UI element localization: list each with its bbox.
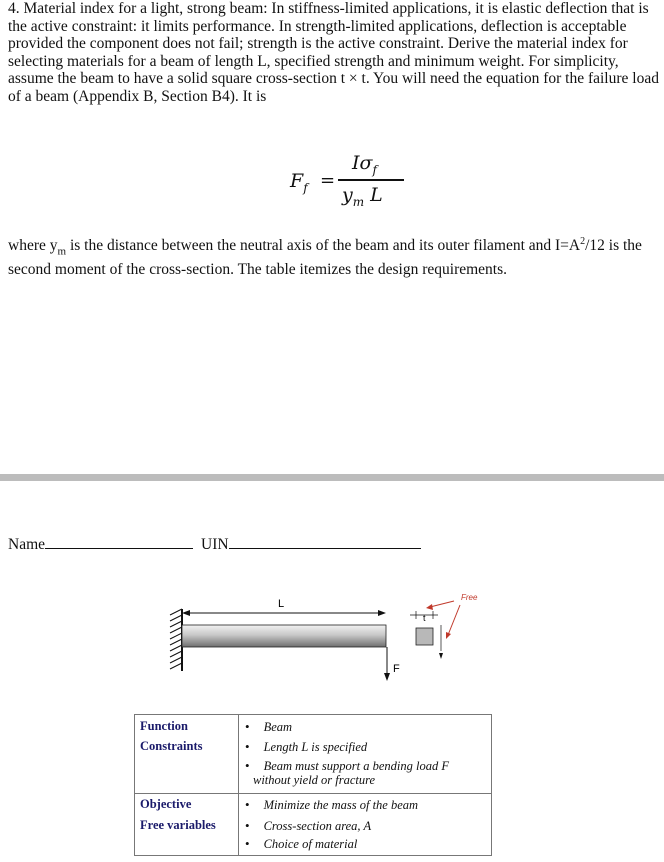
- length-label: L: [278, 598, 285, 610]
- free-item-material: • Choice of material: [245, 836, 358, 851]
- beam-body: [182, 625, 386, 647]
- beam-figure: [160, 585, 500, 685]
- eq-lhs: $F_f$: [290, 170, 308, 195]
- force-label: F: [393, 663, 400, 675]
- design-requirements-table: [134, 714, 492, 856]
- table-label-column: [135, 715, 239, 855]
- where-paragraph: where $y_m$ is the distance between the neutral axis of the beam and its outer filament and $I=A^2/12$ is the second moment of the cross-section. The table itemizes the design requirements.: [8, 236, 642, 278]
- constraint-item-length: • Length L is specified: [245, 739, 368, 754]
- free-annotation: [426, 593, 478, 639]
- free-label: Free: [461, 593, 478, 602]
- problem-paragraph: 4. Material index for a light, strong beam: In stiffness-limited applications, it is elastic deflection that is the active constraint: it limits performance. In strength-limited applications, deflection is acceptable provided the component does not fail; strength is the active constraint. Derive the material index for selecting materials for a beam of length L, specified strength and minimum weight. For simplicity, assume the beam to have a solid square cross-section t × t. You will need the equation for the failure load of a beam (Appendix B, Section B4). It is: [8, 0, 659, 105]
- uin-field[interactable]: [201, 534, 421, 554]
- force-arrow-head: [384, 673, 390, 681]
- cross-section: [410, 611, 443, 659]
- table-row-divider: [135, 793, 491, 794]
- constraints-label: Constraints: [140, 739, 203, 753]
- free-variables-label: Free variables: [140, 818, 216, 832]
- uin-line[interactable]: [229, 534, 421, 549]
- objective-item: • Minimize the mass of the beam: [245, 797, 419, 812]
- objective-label: Objective: [140, 797, 192, 811]
- function-label: Function: [140, 719, 188, 733]
- failure-load-equation: [282, 152, 412, 214]
- name-field[interactable]: [8, 534, 193, 554]
- constraint-item-load: • Beam must support a bending load F: [245, 758, 449, 773]
- length-arrow-right: [378, 610, 386, 616]
- eq-denominator: $y_m$ L: [342, 184, 383, 209]
- name-label: Name: [8, 536, 46, 553]
- function-item-beam: • Beam: [245, 719, 293, 734]
- fraction-bar: [338, 179, 404, 181]
- constraint-item-load-cont: without yield or fracture: [253, 773, 376, 787]
- eq-equals: =: [320, 170, 336, 191]
- uin-label: UIN: [201, 536, 229, 553]
- t-label: t: [423, 613, 426, 623]
- free-item-area: • Cross-section area, A: [245, 818, 372, 833]
- name-line[interactable]: [45, 534, 193, 549]
- eq-numerator: $I\sigma_f$: [352, 152, 377, 177]
- page-divider: [0, 474, 664, 481]
